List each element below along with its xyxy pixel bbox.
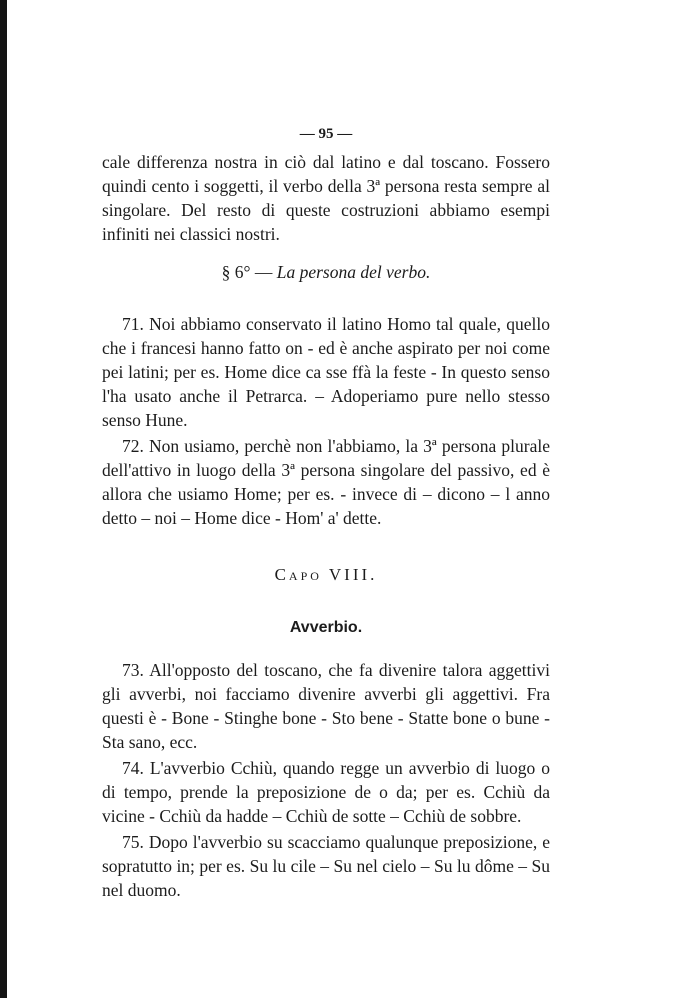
scan-edge [0, 0, 7, 998]
paragraph-72: 72. Non usiamo, perchè non l'abbiamo, la 3ª persona plurale dell'attivo in luogo della 3ª persona singolare del passivo, ed è allora che usiamo Home; per es. - invece di – dicono – l anno detto – noi – Home dice - Hom' a' dette. [102, 436, 550, 528]
chapter-subtitle: Avverbio. [289, 619, 363, 636]
section-title: La persona del verbo. [276, 262, 431, 282]
paragraph-74: 74. L'avverbio Cchiù, quando regge un avverbio di luogo o di tempo, prende la preposizione de o da; per es. Cchiù da vicine - Cchiù da hadde – Cchiù de sotte – Cchiù de sobbre. [102, 758, 550, 826]
page-number: — 95 — [299, 126, 353, 142]
paragraph-71: 71. Noi abbiamo conservato il latino Homo tal quale, quello che i francesi hanno fatto on - ed è anche aspirato per noi come pei latini; per es. Home dice ca sse ffà la feste - In questo senso l'ha usato anche il Petrarca. – Adoperiamo pure nello stesso senso Hune. [102, 314, 550, 430]
section-symbol: § 6° — [221, 262, 273, 282]
intro-block [102, 150, 550, 246]
chapter-heading: Capo VIII. [274, 565, 378, 584]
section-heading [102, 262, 550, 283]
paragraph-73: 73. All'opposto del toscano, che fa divenire talora aggettivi gli avverbi, noi facciamo divenire avverbi gli aggettivi. Fra questi è - Bone - Stinghe bone - Sto bene - Statte bone o bune - Sta sano, ecc. [102, 660, 550, 752]
paragraph-75: 75. Dopo l'avverbio su scacciamo qualunque preposizione, e sopratutto in; per es. Su lu cile – Su nel cielo – Su lu dôme – Su nel duomo. [102, 832, 550, 900]
chapter-body [102, 658, 550, 902]
section-body [102, 312, 550, 530]
intro-paragraph: cale differenza nostra in ciò dal latino e dal toscano. Fossero quindi cento i soggetti, il verbo della 3ª persona resta sempre al singolare. Del resto di queste costruzioni abbiamo esempi infiniti nei classici nostri. [102, 152, 550, 244]
